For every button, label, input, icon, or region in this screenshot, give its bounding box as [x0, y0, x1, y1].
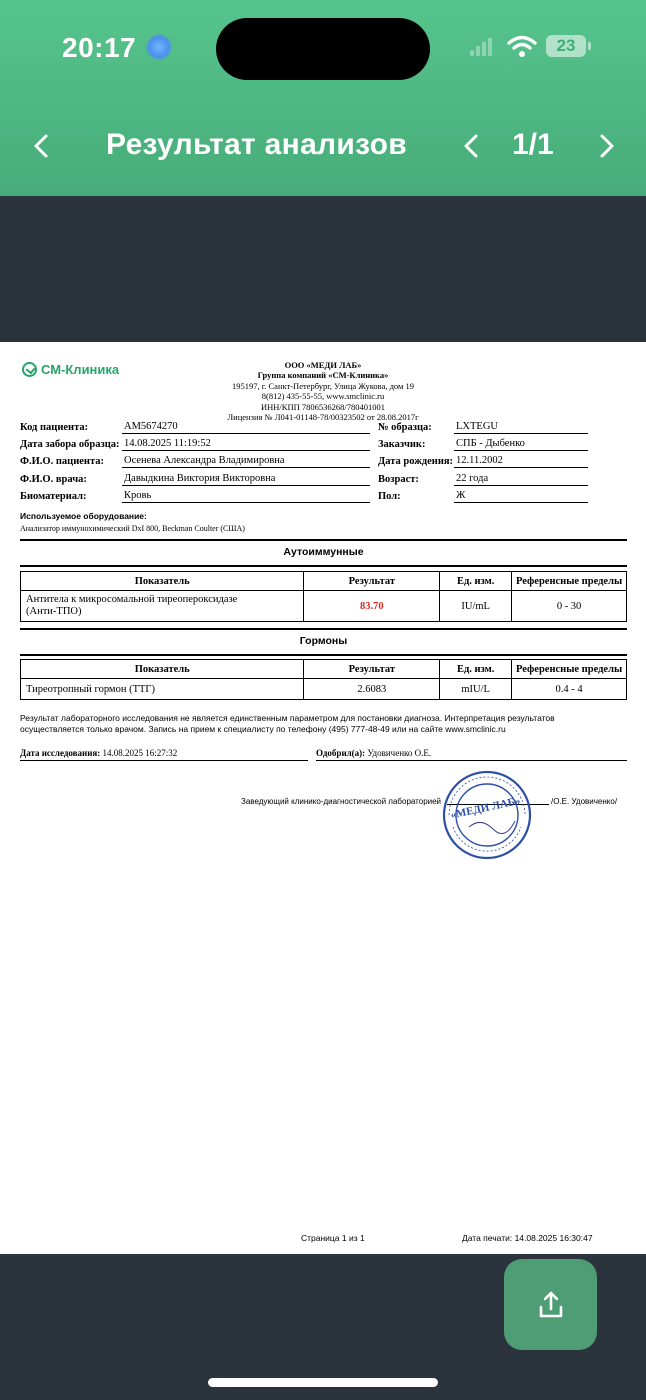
org-address: 195197, г. Санкт-Петербург, Улица Жукова, дом 19 — [231, 380, 415, 391]
result-value: 83.70 — [304, 591, 440, 622]
wifi-icon — [507, 34, 537, 58]
indicator-name: Тиреотропный гормон (ТТГ) — [21, 679, 304, 700]
dynamic-island — [216, 18, 430, 80]
table-row — [21, 591, 627, 622]
page-info: Страница 1 из 1 — [301, 1233, 365, 1243]
unit-value: IU/mL — [440, 591, 512, 622]
col-indicator: Показатель — [21, 660, 304, 679]
col-result: Результат — [304, 572, 440, 591]
results-table-autoimmune — [20, 571, 627, 622]
chevron-left-icon — [33, 134, 49, 158]
approved-row — [316, 748, 431, 758]
underline — [316, 760, 627, 761]
org-phone: 8(812) 435-55-55, www.smclinic.ru — [261, 391, 385, 402]
head-of-lab-label: Заведующий клинико-диагностической лабораторией — [241, 797, 442, 806]
page-title: Результат анализов — [106, 128, 407, 161]
col-unit: Ед. изм. — [440, 660, 512, 679]
chevron-left-icon — [463, 134, 479, 158]
disclaimer-line1: Результат лабораторного исследования не является единственным параметром для постановки диагноза. Интерпретация результатов — [20, 713, 555, 723]
col-indicator: Показатель — [21, 572, 304, 591]
indicator-name-line2: (Анти-ТПО) — [26, 606, 82, 617]
lab-report-document — [0, 342, 646, 1254]
sex-label: Пол: — [378, 491, 401, 502]
disclaimer-note — [20, 713, 630, 735]
equipment-label: Используемое оборудование: — [20, 511, 147, 521]
biomaterial-label: Биоматериал: — [20, 491, 87, 502]
study-date-row — [20, 748, 177, 758]
disclaimer-line2: осуществляется только врачом. Запись на прием к специалисту по телефону (495) 777-48-49 или на сайте www.smclinic.ru — [20, 724, 506, 734]
indicator-name-line1: Антитела к микросомальной тиреопероксидазе — [26, 594, 238, 605]
underline — [20, 760, 308, 761]
next-page-button[interactable] — [594, 128, 620, 164]
age-label: Возраст: — [378, 474, 419, 485]
home-indicator[interactable] — [208, 1378, 438, 1387]
approved-name: Удовиченко О.Е. — [367, 748, 432, 758]
study-date: 14.08.2025 16:27:32 — [102, 748, 178, 758]
cellular-signal-icon — [470, 36, 492, 56]
org-inn: ИНН/КПП 7806536268/780401001 — [261, 401, 385, 412]
logo-text: СМ-Клиника — [41, 362, 120, 377]
org-group: Группа компаний «СМ-Клиника» — [257, 370, 389, 381]
patient-name: Осенева Александра Владимировна — [122, 455, 370, 468]
customer: СПБ - Дыбенко — [454, 438, 588, 451]
sample-date: 14.08.2025 11:19:52 — [122, 438, 370, 451]
stamp-seal — [441, 769, 533, 861]
col-result: Результат — [304, 660, 440, 679]
section-title-autoimmune: Аутоиммунные — [20, 539, 627, 567]
doctor-name: Давыдкина Виктория Викторовна — [122, 473, 370, 486]
col-reference: Референсные пределы — [512, 572, 627, 591]
customer-label: Заказчик: — [378, 439, 426, 450]
sample-no-label: № образца: — [378, 422, 432, 433]
sample-date-label: Дата забора образца: — [20, 439, 120, 450]
biomaterial: Кровь — [122, 490, 370, 503]
share-button[interactable] — [504, 1259, 597, 1350]
sample-no: LXTEGU — [454, 421, 588, 434]
page-counter: 1/1 — [512, 128, 554, 161]
top-bar — [0, 0, 646, 196]
col-reference: Референсные пределы — [512, 660, 627, 679]
result-value: 2.6083 — [304, 679, 440, 700]
reference-range: 0.4 - 4 — [512, 679, 627, 700]
chevron-right-icon — [599, 134, 615, 158]
patient-name-label: Ф.И.О. пациента: — [20, 456, 104, 467]
head-of-lab-name: /О.Е. Удовиченко/ — [551, 797, 618, 806]
table-row — [21, 679, 627, 700]
patient-code-label: Код пациента: — [20, 422, 89, 433]
doctor-label: Ф.И.О. врача: — [20, 474, 87, 485]
birth-date-label: Дата рождения: — [378, 456, 454, 467]
results-table-hormones — [20, 659, 627, 700]
indicator-name — [21, 591, 304, 622]
share-icon — [536, 1290, 566, 1320]
patient-code: AM5674270 — [122, 421, 370, 434]
unit-value: mIU/L — [440, 679, 512, 700]
sex: Ж — [454, 490, 588, 503]
section-title-hormones: Гормоны — [20, 628, 627, 656]
birth-date: 12.11.2002 — [454, 455, 588, 468]
battery-icon: 23 — [546, 35, 586, 57]
location-icon — [146, 34, 172, 60]
study-date-label: Дата исследования: — [20, 748, 101, 758]
prev-page-button[interactable] — [458, 128, 484, 164]
approved-label: Одобрил(а): — [316, 748, 366, 758]
print-date: Дата печати: 14.08.2025 16:30:47 — [462, 1233, 593, 1243]
stamp-text: «МЕДИ ЛАБ» — [449, 794, 522, 822]
org-license: Лицензия № Л041-01148-78/00323502 от 28.08.2017г — [227, 412, 419, 423]
org-name: ООО «МЕДИ ЛАБ» — [284, 360, 362, 370]
col-unit: Ед. изм. — [440, 572, 512, 591]
reference-range: 0 - 30 — [512, 591, 627, 622]
patient-info — [0, 342, 646, 512]
equipment-value: Анализатор иммунохимический DxI 800, Beckman Coulter (США) — [20, 524, 245, 533]
status-time: 20:17 — [62, 32, 137, 63]
age: 22 года — [454, 473, 588, 486]
back-button[interactable] — [28, 128, 54, 164]
battery-tip — [588, 42, 591, 50]
